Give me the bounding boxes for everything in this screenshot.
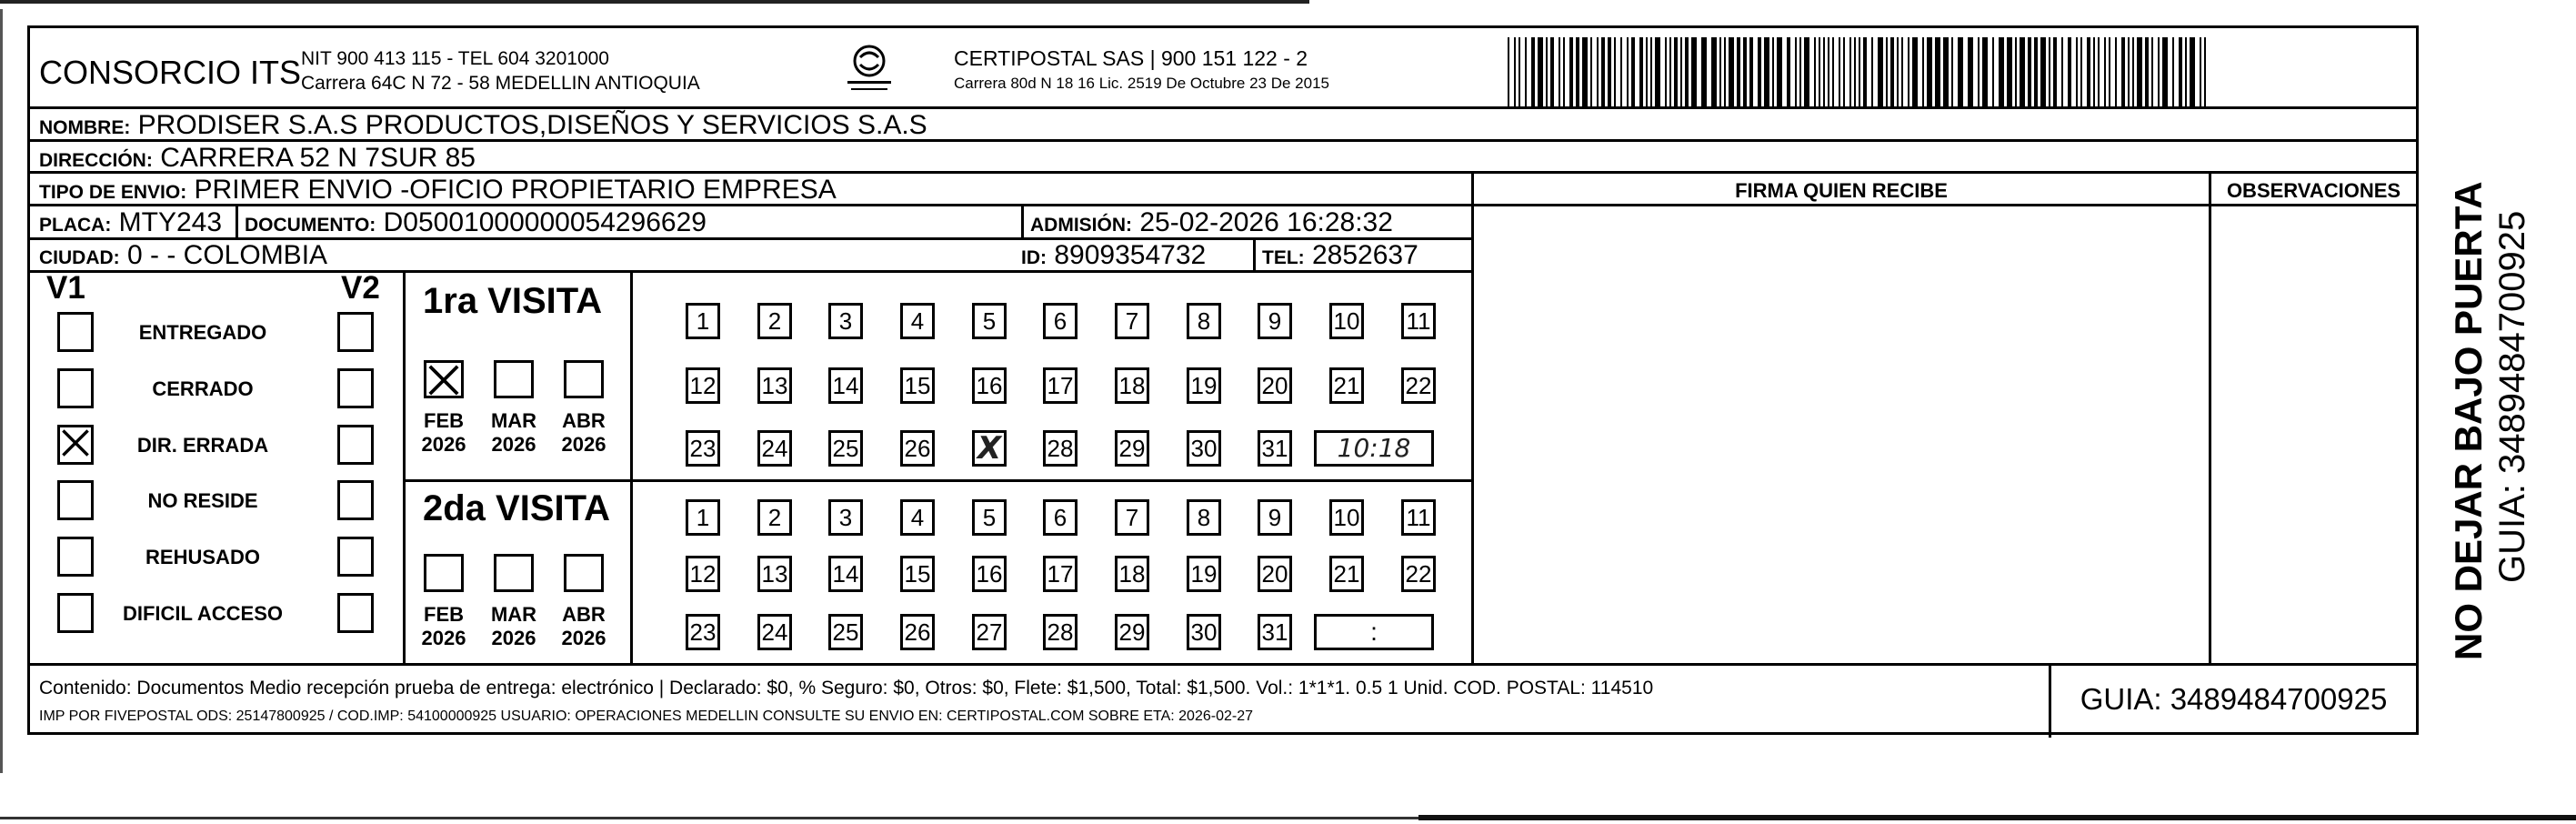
id-label: ID: (1021, 247, 1047, 268)
month-year: 2026 (491, 627, 536, 649)
tipo-envio-value: PRIMER ENVIO -OFICIO PROPIETARIO EMPRESA (194, 175, 837, 205)
month-checkbox[interactable] (564, 360, 604, 398)
tel-value: 2852637 (1312, 240, 1418, 270)
month-year: 2026 (421, 433, 466, 456)
day-box[interactable]: 27 (972, 614, 1007, 650)
day-box[interactable]: 19 (1187, 556, 1221, 592)
v2-checkbox[interactable] (337, 593, 374, 633)
rule (236, 204, 238, 237)
status-label: REHUSADO (145, 546, 260, 568)
v2-checkbox[interactable] (337, 537, 374, 577)
month-name: ABR (562, 603, 606, 626)
month-year: 2026 (561, 433, 606, 456)
carrier-nit: CERTIPOSTAL SAS | 900 151 122 - 2 (954, 46, 1308, 70)
v1-checkbox[interactable] (57, 593, 94, 633)
direccion-label: DIRECCIÓN: (39, 150, 153, 171)
day-box[interactable]: 9 (1258, 499, 1292, 536)
day-box[interactable]: 3 (828, 499, 863, 536)
carrier-address: Carrera 80d N 18 16 Lic. 2519 De Octubre 23 De 2015 (954, 75, 1329, 92)
tipo-envio-label: TIPO DE ENVIO: (39, 182, 187, 203)
month-label (556, 603, 611, 650)
id-value: 8909354732 (1054, 240, 1207, 270)
rule (1253, 237, 1256, 270)
rule (1021, 204, 1024, 237)
second-visit-title: 2da VISITA (423, 488, 610, 528)
v2-checkbox[interactable] (337, 368, 374, 408)
rule (1471, 171, 1474, 663)
day-box[interactable]: 5 (972, 499, 1007, 536)
month-label (416, 603, 471, 650)
day-box[interactable]: 14 (828, 556, 863, 592)
day-box[interactable]: 24 (757, 430, 792, 467)
month-name: MAR (490, 603, 537, 626)
day-box[interactable]: 12 (686, 556, 720, 592)
placa-label: PLACA: (39, 215, 112, 236)
day-box[interactable]: 30 (1187, 430, 1221, 467)
day-box[interactable]: 8 (1187, 499, 1221, 536)
day-box[interactable]: 6 (1043, 303, 1078, 339)
day-box[interactable]: 7 (1115, 499, 1149, 536)
company-address: Carrera 64C N 72 - 58 MEDELLIN ANTIOQUIA (301, 73, 700, 94)
nombre-value: PRODISER S.A.S PRODUCTOS,DISEÑOS Y SERVICIOS S.A.S (137, 110, 927, 140)
rule (2209, 171, 2211, 663)
admision-value: 25-02-2026 16:28:32 (1139, 207, 1393, 237)
day-box[interactable]: 4 (900, 303, 935, 339)
v2-header: V2 (341, 270, 380, 306)
day-box[interactable]: 13 (757, 367, 792, 404)
print-details: IMP POR FIVEPOSTAL ODS: 25147800925 / COD.IMP: 54100000925 USUARIO: OPERACIONES MEDELLIN CONSULTE SU ENVIO EN: CERTIPOSTAL.COM SOBRE ETA: 2026-02-27 (39, 708, 1253, 724)
v1-checkbox[interactable] (57, 312, 94, 352)
month-year: 2026 (561, 627, 606, 649)
first-visit-title: 1ra VISITA (423, 281, 603, 321)
day-box[interactable]: 12 (686, 367, 720, 404)
nombre-row (39, 110, 927, 141)
day-box[interactable]: 2 (757, 303, 792, 339)
observaciones-header: OBSERVACIONES (2226, 179, 2401, 202)
month-name: ABR (562, 409, 606, 432)
day-box[interactable]: 2 (757, 499, 792, 536)
day-box[interactable]: 19 (1187, 367, 1221, 404)
day-box[interactable]: 3 (828, 303, 863, 339)
rule (403, 479, 1471, 482)
tel-label: TEL: (1262, 247, 1305, 268)
barcode (1508, 37, 2208, 106)
ciudad-value: 0 - - COLOMBIA (127, 240, 328, 270)
day-box[interactable]: 29 (1115, 614, 1149, 650)
day-box[interactable]: 15 (900, 367, 935, 404)
guia-number: GUIA: 3489484700925 (2080, 682, 2388, 716)
day-box[interactable]: 10 (1329, 499, 1364, 536)
v1-checkbox[interactable] (57, 368, 94, 408)
day-box[interactable]: 5 (972, 303, 1007, 339)
v1-header: V1 (46, 270, 85, 306)
month-checkbox[interactable] (494, 554, 534, 592)
day-box[interactable]: 16 (972, 367, 1007, 404)
day-box[interactable]: 28 (1043, 614, 1078, 650)
documento-label: DOCUMENTO: (245, 215, 376, 236)
month-year: 2026 (421, 627, 466, 649)
month-label (486, 603, 541, 650)
day-box[interactable]: 10 (1329, 303, 1364, 339)
v1-checkbox[interactable] (57, 480, 94, 520)
status-label: ENTREGADO (138, 321, 267, 344)
day-box[interactable]: 9 (1258, 303, 1292, 339)
day-box[interactable]: 21 (1329, 367, 1364, 404)
time-box[interactable]: : (1314, 614, 1434, 650)
day-box[interactable]: 31 (1258, 614, 1292, 650)
ciudad-label: CIUDAD: (39, 247, 120, 268)
scan-edge-bottom (0, 817, 1418, 819)
v2-checkbox[interactable] (337, 312, 374, 352)
status-label: NO RESIDE (147, 489, 258, 512)
v2-checkbox[interactable] (337, 425, 374, 465)
day-box[interactable]: 11 (1401, 499, 1436, 536)
handwritten-time[interactable]: 10:18 (1314, 430, 1434, 467)
day-box[interactable]: 23 (686, 614, 720, 650)
day-box[interactable]: 8 (1187, 303, 1221, 339)
firma-header: FIRMA QUIEN RECIBE (1735, 179, 1948, 202)
placa-field (39, 207, 222, 238)
day-box[interactable]: 18 (1115, 556, 1149, 592)
carrier-info (954, 46, 1329, 95)
admision-field (1030, 207, 1393, 238)
month-label (486, 409, 541, 457)
v1-checkbox[interactable] (57, 425, 94, 465)
direccion-row (39, 143, 476, 174)
rule (30, 106, 2416, 109)
month-name: MAR (490, 409, 537, 432)
month-checkbox[interactable] (424, 360, 464, 398)
day-box-marked[interactable] (972, 430, 1007, 467)
nombre-label: NOMBRE: (39, 117, 131, 138)
day-box[interactable]: 22 (1401, 367, 1436, 404)
month-name: FEB (424, 603, 464, 626)
scan-edge-left (0, 9, 3, 773)
ciudad-field (39, 240, 327, 271)
month-label (556, 409, 611, 457)
month-checkbox[interactable] (564, 554, 604, 592)
month-year: 2026 (491, 433, 536, 456)
day-box[interactable]: 25 (828, 430, 863, 467)
certipostal-logo (844, 41, 895, 95)
day-box[interactable]: 14 (828, 367, 863, 404)
scan-edge-top (0, 0, 1309, 4)
day-box[interactable]: 1 (686, 499, 720, 536)
content-details: Contenido: Documentos Medio recepción prueba de entrega: electrónico | Declarado: $0, % Seguro: $0, Otros: $0, Flete: $1,500, Total: $1,500. Vol.: 1*1*1. 0.5 1 Unid. COD. POSTAL: 114510 (39, 678, 1654, 698)
day-box[interactable]: 26 (900, 430, 935, 467)
scan-edge-bottom-thick (1418, 815, 2576, 820)
day-box[interactable]: 28 (1043, 430, 1078, 467)
month-label (416, 409, 471, 457)
day-box[interactable]: 11 (1401, 303, 1436, 339)
day-box[interactable]: 16 (972, 556, 1007, 592)
side-guia-number: GUIA: 3489484700925 (2492, 210, 2532, 583)
day-box[interactable]: 23 (686, 430, 720, 467)
day-box[interactable]: 29 (1115, 430, 1149, 467)
day-box[interactable]: 20 (1258, 367, 1292, 404)
day-box[interactable]: 7 (1115, 303, 1149, 339)
admision-label: ADMISIÓN: (1030, 215, 1132, 236)
month-checkbox[interactable] (424, 554, 464, 592)
month-checkbox[interactable] (494, 360, 534, 398)
day-box[interactable]: 30 (1187, 614, 1221, 650)
day-box[interactable]: 4 (900, 499, 935, 536)
handwritten-mark: X (977, 430, 1002, 467)
day-box[interactable]: 24 (757, 614, 792, 650)
documento-field (245, 207, 707, 238)
month-name: FEB (424, 409, 464, 432)
delivery-label (27, 25, 2532, 735)
day-box[interactable]: 21 (1329, 556, 1364, 592)
company-info (301, 46, 700, 95)
day-box[interactable]: 31 (1258, 430, 1292, 467)
rule (30, 663, 2416, 666)
day-box[interactable]: 6 (1043, 499, 1078, 536)
rule (630, 270, 633, 663)
v1-checkbox[interactable] (57, 537, 94, 577)
day-box[interactable]: 17 (1043, 367, 1078, 404)
day-box[interactable]: 20 (1258, 556, 1292, 592)
day-box[interactable]: 26 (900, 614, 935, 650)
day-box[interactable]: 15 (900, 556, 935, 592)
status-label: DIR. ERRADA (136, 434, 269, 457)
day-box[interactable]: 13 (757, 556, 792, 592)
placa-value: MTY243 (118, 207, 223, 237)
status-label: DIFICIL ACCESO (122, 602, 283, 625)
status-label: CERRADO (152, 377, 254, 400)
day-box[interactable]: 25 (828, 614, 863, 650)
id-field (1021, 240, 1206, 271)
day-box[interactable]: 17 (1043, 556, 1078, 592)
documento-value: D05001000000054296629 (383, 207, 707, 237)
rule (403, 270, 406, 663)
direccion-value: CARRERA 52 N 7SUR 85 (160, 143, 476, 173)
tipo-envio-row (39, 175, 837, 206)
no-dejar-bajo-puerta-notice: NO DEJAR BAJO PUERTA (2447, 181, 2490, 660)
day-box[interactable]: 18 (1115, 367, 1149, 404)
company-nit-tel: NIT 900 413 115 - TEL 604 3201000 (301, 48, 609, 69)
v2-checkbox[interactable] (337, 480, 374, 520)
company-name: CONSORCIO ITS (39, 54, 302, 91)
day-box[interactable]: 22 (1401, 556, 1436, 592)
day-box[interactable]: 1 (686, 303, 720, 339)
tel-field (1262, 240, 1418, 271)
